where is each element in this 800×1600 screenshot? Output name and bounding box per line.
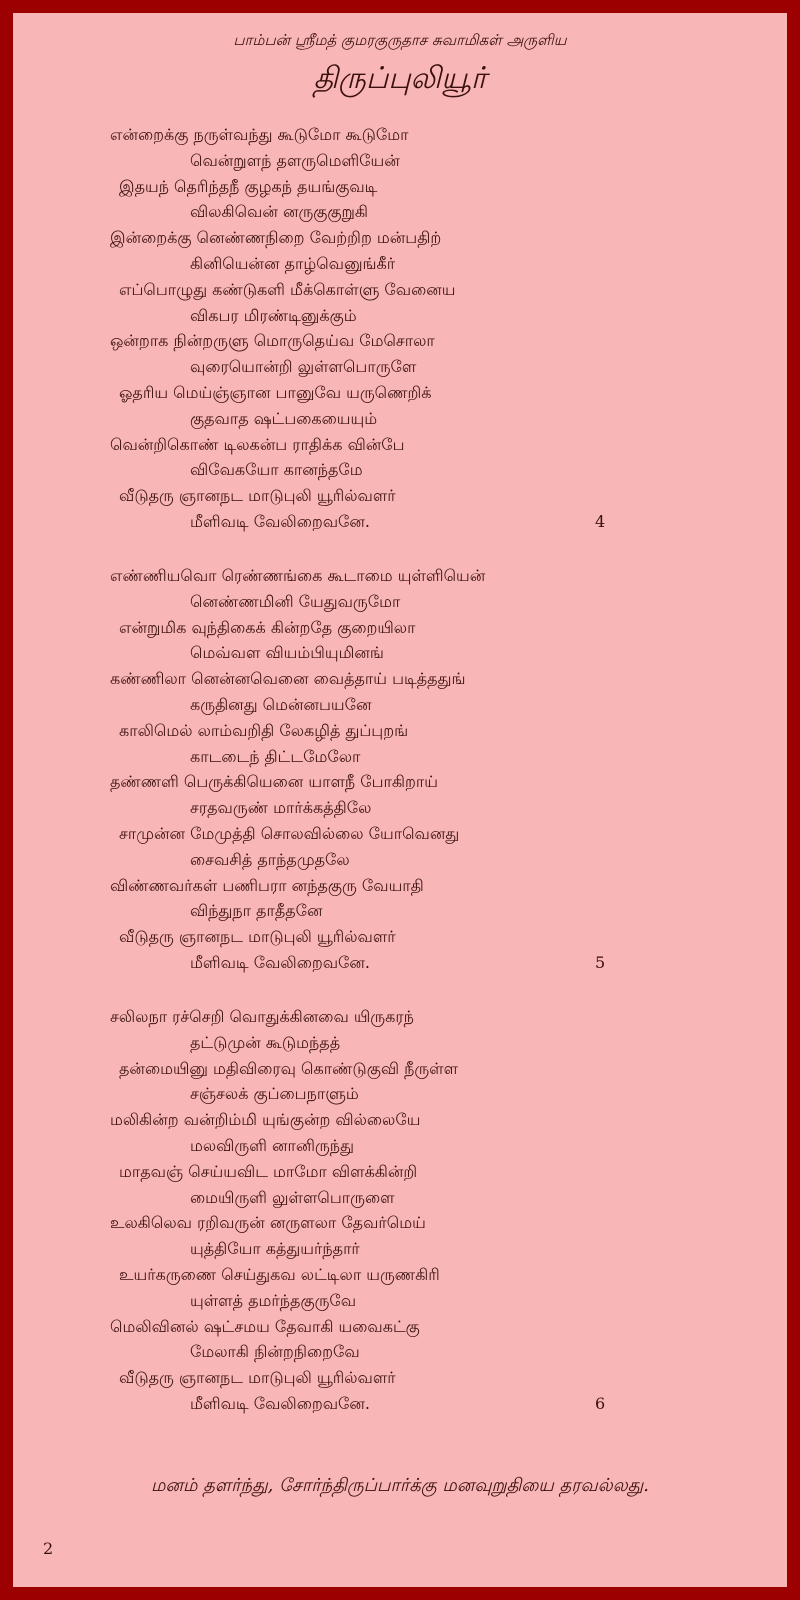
- verse-line: வீடுதரு ஞானநட மாடுபுலி யூரில்வளர்: [119, 927, 396, 947]
- verse-line: மேலாகி நின்றநிறைவே: [190, 1342, 360, 1362]
- verse-line: சரதவருண் மார்க்கத்திலே: [190, 798, 372, 818]
- verse-line: மெவ்வள வியம்பியுமினங்: [190, 643, 384, 663]
- verse-line: சஞ்சலக் குப்பைநாளும்: [190, 1084, 359, 1104]
- verse-line: சைவசித் தாந்தமுதலே: [190, 849, 350, 869]
- verse-line: சாமுன்ன மேமுத்தி சொலவில்லை யோவெனது: [119, 824, 460, 843]
- page-number: 2: [43, 1539, 54, 1558]
- verse-line: காலிமெல் லாம்வறிதி லேகழித் துப்புறங்: [119, 720, 409, 740]
- document-page: [13, 13, 787, 1587]
- verse-line: குதவாத ஷட்பகையையும்: [190, 408, 378, 428]
- verse-line: உயர்கருணை செய்துகவ லட்டிலா யருணகிரி: [119, 1265, 440, 1284]
- verse-line: யுள்ளத் தமர்ந்தகுருவே: [190, 1290, 357, 1310]
- verse-line: மலிகின்ற வன்றிம்மி யுங்குன்ற வில்லையே: [110, 1110, 421, 1130]
- verse-number: 5: [595, 953, 606, 972]
- verse-line: விந்துநா தாதீதனே: [190, 901, 323, 921]
- verse-line: விலகிவென் னருகுகுறுகி: [190, 202, 369, 222]
- verse-line: மெலிவினல் ஷட்சமய தேவாகி யவைகட்கு: [110, 1316, 420, 1336]
- verse-line: எப்பொழுது கண்டுகளி மீக்கொள்ளு வேனைய: [119, 279, 456, 299]
- verse-line: கினியென்ன தாழ்வெனுங்கீர்: [190, 254, 396, 273]
- verse-line: எண்ணியவொ ரெண்ணங்கை கூடாமை யுள்ளியென்: [110, 566, 486, 585]
- verse-line: மையிருளி லுள்ளபொருளை: [190, 1187, 395, 1207]
- verse-line: இதயந் தெரிந்தநீ குழகந் தயங்குவடி: [119, 176, 378, 196]
- verse-line: தண்ணளி பெருக்கியெனை யாளநீ போகிறாய்: [110, 772, 438, 792]
- verse-line: என்றைக்கு நருள்வந்து கூடுமோ கூடுமோ: [110, 125, 409, 144]
- verse-line: வென்றுளந் தளருமெளியேன்: [190, 150, 400, 170]
- verse-line: உலகிலெவ ரறிவருன் னருளலா தேவர்மெய்: [110, 1213, 426, 1233]
- verse-line: இன்றைக்கு னெண்ணநிறை வேற்றிற மன்பதிற்: [110, 228, 442, 248]
- verse-line: வீடுதரு ஞானநட மாடுபுலி யூரில்வளர்: [119, 486, 396, 506]
- verse-line: தட்டுமுன் கூடுமந்தத்: [190, 1032, 341, 1052]
- verse-line: கண்ணிலா னென்னவெனை வைத்தாய் படித்ததுங்: [110, 669, 466, 689]
- verse-line: காடடைந் திட்டமேலோ: [190, 746, 361, 766]
- verse-line: வென்றிகொண் டிலகன்ப ராதிக்க வின்பே: [110, 434, 405, 454]
- verse-line: மீளிவடி வேலிறைவனே.: [190, 953, 371, 972]
- page-title: திருப்புலியூர்: [313, 61, 487, 96]
- verse-line: வீடுதரு ஞானநட மாடுபுலி யூரில்வளர்: [119, 1368, 396, 1388]
- verse-line: ஒன்றாக நின்றருளு மொருதெய்வ மேசொலா: [110, 331, 435, 351]
- verse-line: மாதவஞ் செய்யவிட மாமோ விளக்கின்றி: [119, 1161, 418, 1181]
- verse-line: மீளிவடி வேலிறைவனே.: [190, 512, 371, 531]
- verse-line: ஓதரிய மெய்ஞ்ஞான பானுவே யருணெறிக்: [119, 383, 432, 402]
- verse-line: விவேகயோ கானந்தமே: [190, 460, 363, 480]
- verse-line: தன்மையினு மதிவிரைவு கொண்டுகுவி நீருள்ள: [119, 1058, 459, 1078]
- verse-number: 6: [595, 1394, 606, 1413]
- subtitle: பாம்பன் ஸ்ரீமத் குமரகுருதாச சுவாமிகள் அருளிய: [233, 31, 567, 49]
- verse-line: னெண்ணமினி யேதுவருமோ: [190, 591, 401, 611]
- verse-number: 4: [595, 512, 606, 531]
- footer-text: மனம் தளர்ந்து, சோர்ந்திருப்பார்க்கு மனவுறுதியை தரவல்லது.: [151, 1475, 649, 1496]
- verse-line: கருதினது மென்னபயனே: [190, 695, 372, 714]
- verse-line: என்றுமிக வுந்திகைக் கின்றதே குறையிலா: [119, 617, 416, 637]
- verse-line: வுரையொன்றி லுள்ளபொருளே: [190, 357, 417, 377]
- verse-line: விகபர மிரண்டினுக்கும்: [190, 305, 357, 325]
- verse-line: சலிலநா ரச்செறி வொதுக்கினவை யிருகரந்: [110, 1007, 414, 1026]
- verse-line: மலவிருளி னானிருந்து: [190, 1136, 354, 1155]
- verse-line: யுத்தியோ கத்துயர்ந்தார்: [190, 1239, 360, 1259]
- verse-line: மீளிவடி வேலிறைவனே.: [190, 1394, 371, 1413]
- verse-line: விண்ணவர்கள் பணிபரா னந்தகுரு வேயாதி: [110, 875, 424, 895]
